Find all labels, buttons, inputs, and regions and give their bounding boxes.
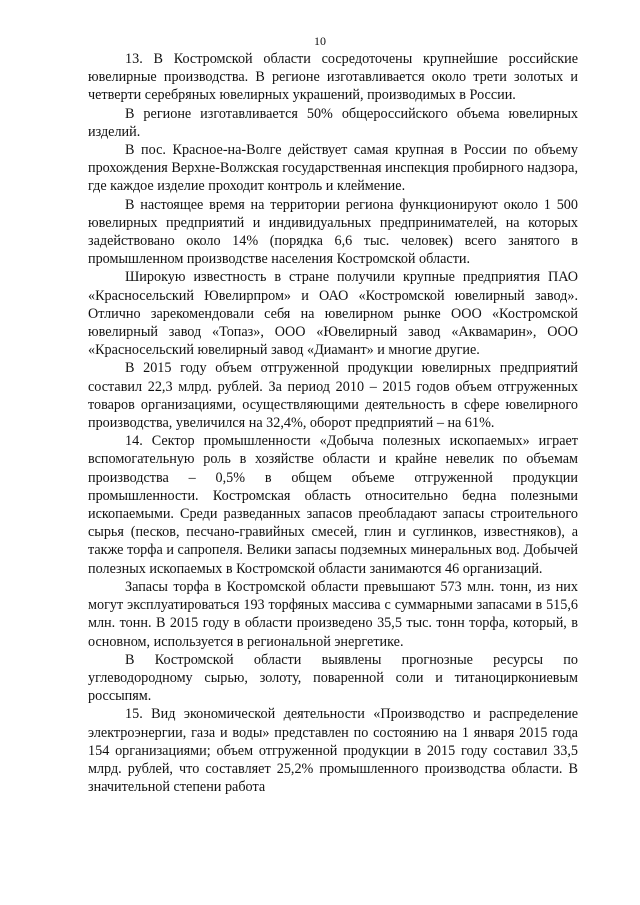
paragraph-forecast-resources: В Костромской области выявлены прогнозные ресурсы по углеводородному сырью, золоту, поваренной соли и титаноциркониевым россыпям. bbox=[88, 651, 578, 705]
paragraph-jewelry-enterprises: В настоящее время на территории региона функционируют около 1 500 ювелирных предприятий и индивидуальных предпринимателей, на которых задействовано около 14% (порядка 6,6 тыс. человек) всего занятого в промышленном производстве населения Костромской области. bbox=[88, 196, 578, 268]
paragraph-energy-sector: 15. Вид экономической деятельности «Производство и распределение электроэнергии, газа и воды» представлен по состоянию на 1 января 2015 года 154 организациями; объем отгруженной продукции в 2015 году составил 33,5 млрд. рублей, что составляет 25,2% промышленного производства области. В значительной степени работа bbox=[88, 706, 578, 796]
page-number: 10 bbox=[314, 34, 326, 48]
paragraph-jewelry-output: В 2015 году объем отгруженной продукции ювелирных предприятий составил 22,3 млрд. рублей. За период 2010 – 2015 годов объем отгруженных товаров организациями, осуществляющими деятельность в сфере ювелирного производства, увеличился на 32,4%, оборот предприятий – на 61%. bbox=[88, 360, 578, 432]
paragraph-jewelry-industry: 13. В Костромской области сосредоточены крупнейшие российские ювелирные производства. В регионе изготавливается около трети золотых и четверти серебряных ювелирных украшений, производимых в России. bbox=[88, 51, 578, 104]
document-body bbox=[88, 50, 578, 796]
paragraph-assay-inspection: В пос. Красное-на-Волге действует самая крупная в России по объему прохождения Верхне-Волжская государственная инспекция пробирного надзора, где каждое изделие проходит контроль и клеймение. bbox=[88, 142, 578, 195]
paragraph-major-companies: Широкую известность в стране получили крупные предприятия ПАО «Красносельский Ювелирпром» и ОАО «Костромской ювелирный завод». Отлично зарекомендовали себя на ювелирном рынке ООО «Костромской ювелирный завод «Топаз», ООО «Ювелирный завод «Аквамарин», ООО «Красносельский ювелирный завод «Диамант» и многие другие. bbox=[88, 269, 578, 359]
paragraph-mining-sector: 14. Сектор промышленности «Добыча полезных ископаемых» играет вспомогательную роль в хозяйстве области и крайне невелик по объемам производства – 0,5% в общем объеме отгруженной продукции промышленности. Костромская область относительно бедна полезными ископаемыми. Среди разведанных запасов преобладают запасы строительного сырья (песков, песчано-гравийных смесей, глин и суглинков, известняков), а также торфа и сапропеля. Велики запасы подземных минеральных вод. Добычей полезных ископаемых в Костромской области занимаются 46 организаций. bbox=[88, 433, 578, 577]
paragraph-jewelry-share: В регионе изготавливается 50% общероссийского объема ювелирных изделий. bbox=[88, 105, 578, 140]
paragraph-peat-reserves: Запасы торфа в Костромской области превышают 573 млн. тонн, из них могут эксплуатироваться 193 торфяных массива с суммарными запасами в 515,6 млн. тонн. В 2015 году в области произведено 35,5 тыс. тонн торфа, который, в основном, используется в региональной энергетике. bbox=[88, 578, 578, 650]
